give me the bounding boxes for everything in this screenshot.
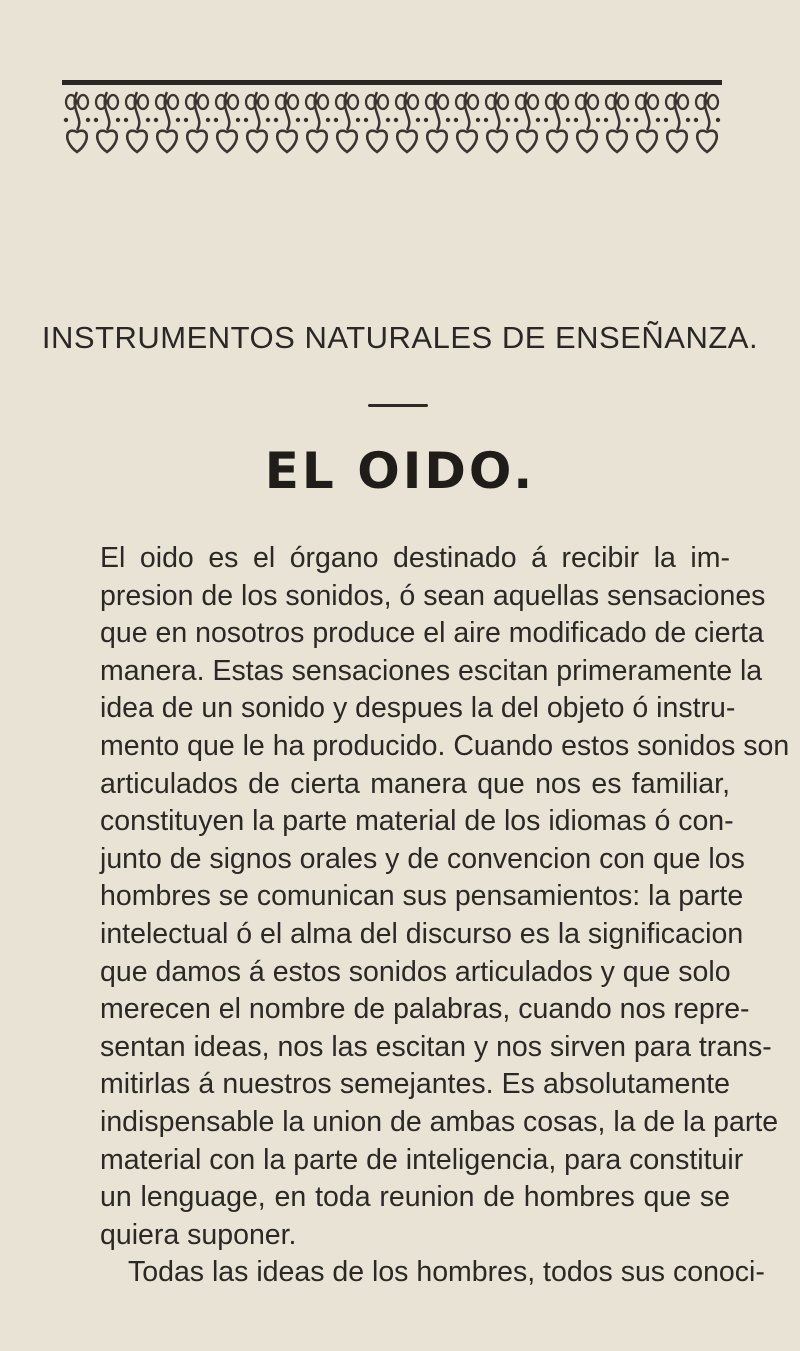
title-divider: [368, 404, 428, 407]
text-line: manera. Estas sensaciones escitan primeramente la: [100, 654, 763, 687]
text-line: hombres se comunican sus pensamientos: la parte: [100, 880, 744, 913]
ornament-graphic: [62, 80, 722, 168]
text-line: quiera suponer.: [100, 1218, 297, 1251]
text-line: merecen el nombre de palabras, cuando nos repre-: [100, 993, 750, 1026]
text-line: sentan ideas, nos las escitan y nos sirven para trans-: [100, 1030, 772, 1063]
flourish-motif: [394, 92, 420, 152]
text-line: intelectual ó el alma del discurso es la significacion: [100, 917, 744, 950]
flourish-motif: [214, 92, 240, 152]
text-line: El oido es el órgano destinado á recibir la im-: [100, 542, 730, 574]
flourish-motif: [454, 92, 480, 152]
text-line: material con la parte de inteligencia, para constituir: [100, 1143, 744, 1176]
flourish-motif: [154, 92, 180, 152]
flourish-motif: [694, 92, 720, 152]
flourish-motif: [544, 92, 570, 152]
text-line: mitirlas á nuestros semejantes. Es absolutamente: [100, 1068, 730, 1101]
text-line: junto de signos orales y de convencion con que los: [100, 842, 745, 875]
text-line: presion de los sonidos, ó sean aquellas sensaciones: [100, 579, 766, 612]
flourish-motif: [94, 92, 120, 152]
flourish-motif: [634, 92, 660, 152]
flourish-motif: [64, 92, 90, 152]
text-line: Todas las ideas de los hombres, todos sus conoci-: [128, 1256, 765, 1289]
text-line: que damos á estos sonidos articulados y que solo: [100, 955, 731, 988]
section-heading: INSTRUMENTOS NATURALES DE ENSEÑANZA.: [41, 320, 759, 355]
ornamental-border: [62, 80, 722, 168]
flourish-motif: [304, 92, 330, 152]
text-line: idea de un sonido y despues la del objeto ó instru-: [100, 692, 736, 725]
body-paragraphs: [100, 540, 790, 1292]
text-line: constituyen la parte material de los idiomas ó con-: [100, 805, 734, 838]
text-line: indispensable la union de ambas cosas, la de la parte: [100, 1105, 779, 1138]
text-line: un lenguage, en toda reunion de hombres que se: [100, 1181, 730, 1214]
flourish-motif: [334, 92, 360, 152]
text-line: que en nosotros produce el aire modificado de cierta: [100, 617, 764, 650]
flourish-motif: [274, 92, 300, 152]
flourish-motif: [124, 92, 150, 152]
text-line: mento que le ha producido. Cuando estos sonidos son: [100, 729, 790, 762]
flourish-motif: [424, 92, 450, 152]
flourish-motif: [604, 92, 630, 152]
flourish-motif: [364, 92, 390, 152]
flourish-motif: [484, 92, 510, 152]
flourish-motif: [574, 92, 600, 152]
flourish-motif: [664, 92, 690, 152]
flourish-motif: [184, 92, 210, 152]
text-line: articulados de cierta manera que nos es familiar,: [100, 767, 730, 800]
flourish-motif: [244, 92, 270, 152]
chapter-title: EL OIDO.: [264, 442, 536, 500]
flourish-motif: [514, 92, 540, 152]
